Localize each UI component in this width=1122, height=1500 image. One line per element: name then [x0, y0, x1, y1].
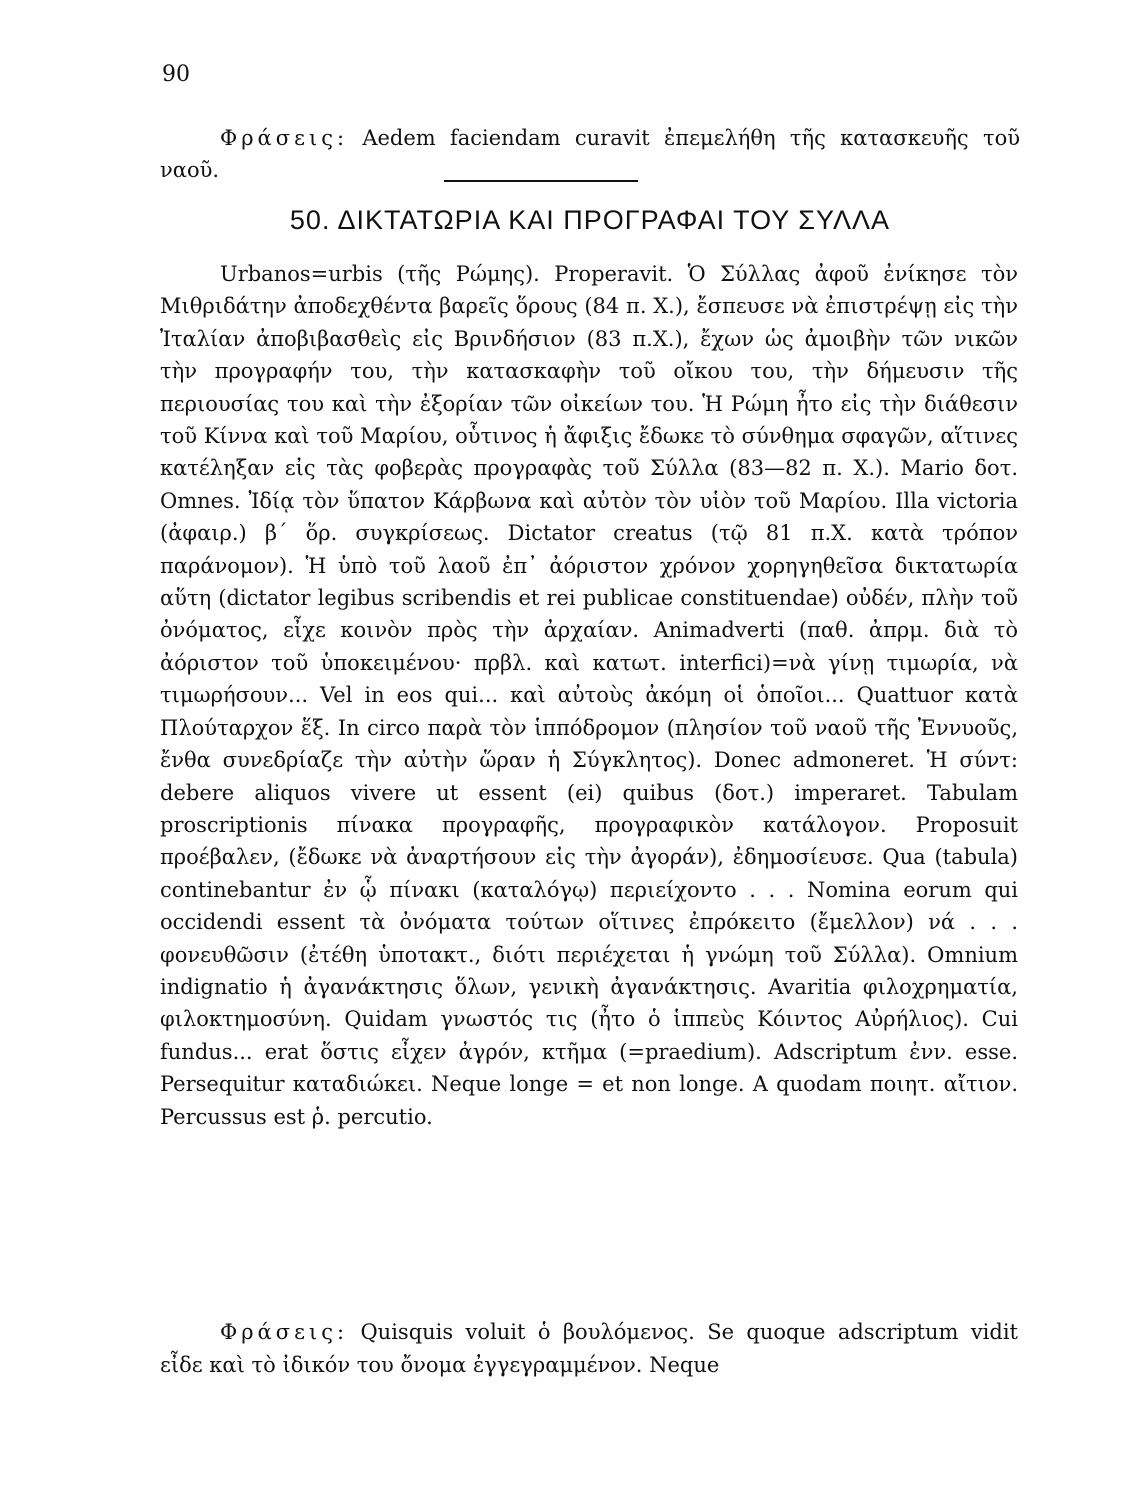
phrases-label-2: Φράσεις:: [220, 1320, 349, 1344]
closing-phrases: [160, 1316, 1018, 1382]
page-number: 90: [162, 62, 190, 87]
phrases-text: Aedem faciendam curavit ἐπεμελήθη τῆς κατασκευῆς τοῦ ναοῦ.: [160, 126, 1020, 182]
section-body: Urbanos=urbis (τῆς Ρώμης). Properavit. Ὁ Σύλλας ἀφοῦ ἐνίκησε τὸν Μιθριδάτην ἀποδεχθέντα βαρεῖς ὅρους (84 π. Χ.), ἔσπευσε νὰ ἐπιστρέψῃ εἰς τὴν Ἰταλίαν ἀποβιβασθεὶς εἰς Βρινδήσιον (83 π.Χ.), ἔχων ὡς ἀμοιβὴν τῶν νικῶν τὴν προγραφήν του, τὴν κατασκαφὴν τοῦ οἴκου του, τὴν δήμευσιν τῆς περιουσίας του καὶ τὴν ἐξορίαν τῶν οἰκείων του. Ἡ Ρώμη ἦτο εἰς τὴν διάθεσιν τοῦ Κίννα καὶ τοῦ Μαρίου, οὗτινος ἡ ἄφιξις ἔδωκε τὸ σύνθημα σφαγῶν, αἵτινες κατέληξαν εἰς τὰς φοβερὰς προγραφὰς τοῦ Σύλλα (83—82 π. Χ.). Mario δοτ. Omnes. Ἰδίᾳ τὸν ὕπατον Κάρβωνα καὶ αὐτὸν τὸν υἱὸν τοῦ Μαρίου. Illa victoria (ἀφαιρ.) β΄ ὅρ. συγκρίσεως. Dictator creatus (τῷ 81 π.Χ. κατὰ τρόπον παράνομον). Ἡ ὑπὸ τοῦ λαοῦ ἐπ᾽ ἀόριστον χρόνον χορηγηθεῖσα δικτατωρία αὕτη (dictator legibus scribendis et rei publicae constituendae) οὐδέν, πλὴν τοῦ ὀνόματος, εἶχε κοινὸν πρὸς τὴν ἀρχαίαν. Animadverti (παθ. ἀπρμ. διὰ τὸ ἀόριστον τοῦ ὑποκειμένου· πρβλ. καὶ κατωτ. interfici)=νὰ γίνῃ τιμωρία, νὰ τιμωρήσουν... Vel in eos qui... καὶ αὐτοὺς ἀκόμη οἱ ὁποῖοι... Quattuor κατὰ Πλούταρχον ἕξ. In circo παρὰ τὸν ἱππόδρομον (πλησίον τοῦ ναοῦ τῆς Ἐννυοῦς, ἔνθα συνεδρίαζε τὴν αὐτὴν ὥραν ἡ Σύγκλητος). Donec admoneret. Ἡ σύντ: debere aliquos vivere ut essent (ei) quibus (δοτ.) imperaret. Tabulam proscriptionis πίνακα προγραφῆς, προγραφικὸν κατάλογον. Proposuit προέβαλεν, (ἔδωκε νὰ ἀναρτήσουν εἰς τὴν ἀγοράν), ἐδημοσίευσε. Qua (tabula) continebantur ἐν ᾧ πίνακι (καταλόγῳ) περιείχοντο . . . Nomina eorum qui occidendi essent τὰ ὀνόματα τούτων οἵτινες ἐπρόκειτο (ἔμελλον) νά . . . φονευθῶσιν (ἐτέθη ὑποτακτ., διότι περιέχεται ἡ γνώμη τοῦ Σύλλα). Omnium indignatio ἡ ἀγανάκτησις ὅλων, γενικὴ ἀγανάκτησις. Avaritia φιλοχρηματία, φιλοκτημοσύνη. Quidam γνωστός τις (ἦτο ὁ ἱππεὺς Κόιντος Αὐρήλιος). Cui fundus... erat ὅστις εἶχεν ἀγρόν, κτῆμα (=praedium). Adscriptum ἐνν. esse. Persequitur καταδιώκει. Neque longe = et non longe. A quodam ποιητ. αἴτιον. Percussus est ῥ. percutio.: [160, 262, 1018, 1129]
phrases-text-2: Quisquis voluit ὁ βουλόμενος. Se quoque adscriptum vidit εἶδε καὶ τὸ ἰδικόν του ὄνομα ἐγγεγραμμένον. Neque: [160, 1320, 1018, 1377]
section-divider: [444, 180, 638, 182]
section-heading: 50. ΔΙΚΤΑΤΩΡΙΑ ΚΑΙ ΠΡΟΓΡΑΦΑΙ ΤΟΥ ΣΥΛΛΑ: [289, 205, 891, 235]
intro-phrases: [160, 122, 1020, 186]
phrases-label: Φράσεις:: [220, 126, 349, 150]
